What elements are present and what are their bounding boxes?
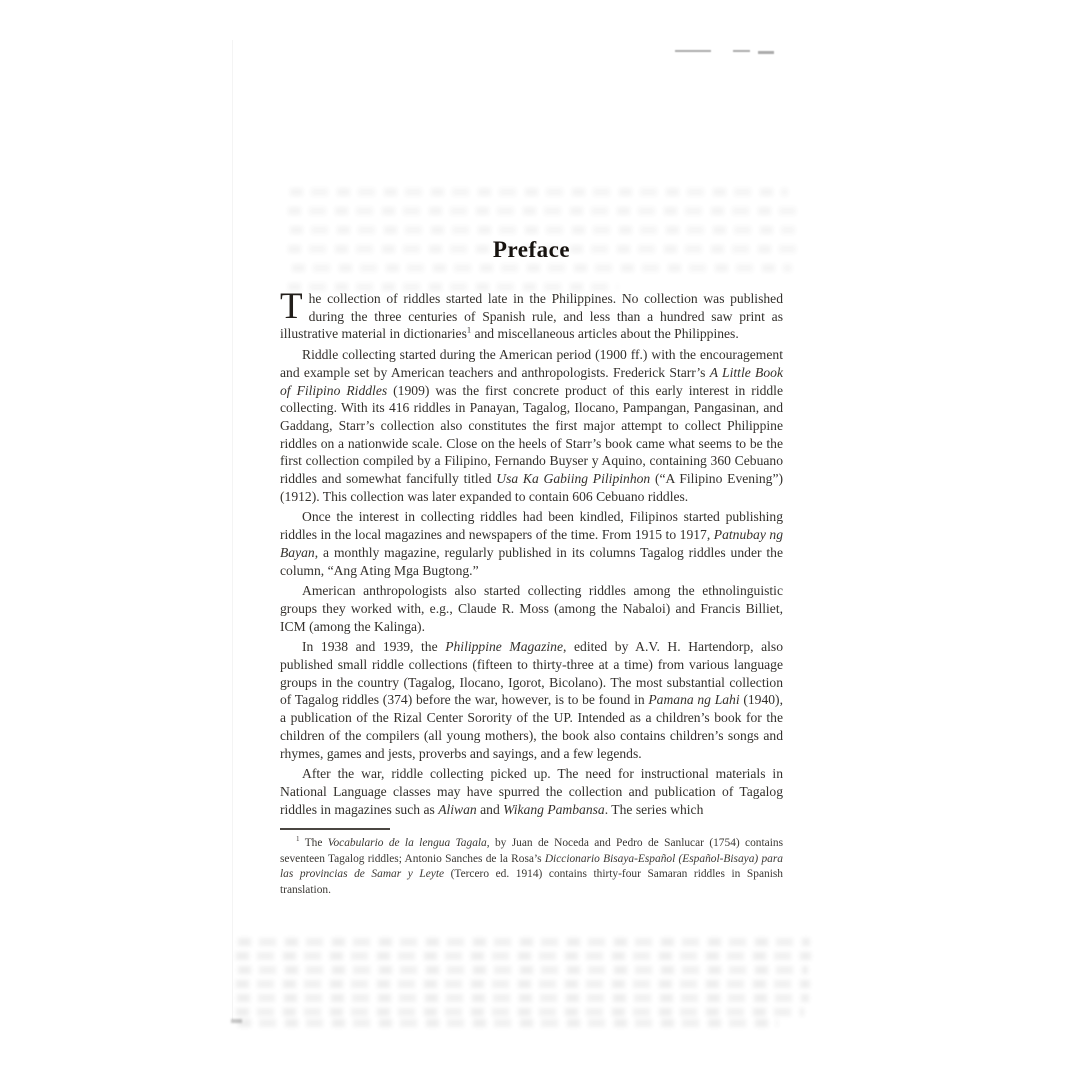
text-segment: (“A Filipino Evening”)(1912). This collection was later expanded to contain 606 Cebuano riddles. — [280, 471, 784, 504]
paragraph — [280, 638, 783, 762]
text-segment: and miscellaneous articles about the Philippines. — [471, 326, 739, 342]
text-segment: Usa Ka Gabiing Pilipinhon — [496, 471, 651, 487]
text-segment: he collection of riddles started late in the Philippines. No collection was published during the three centuries of Spanish rule, and less than a hundred saw print as illustrative material in dictionaries — [280, 291, 783, 342]
paragraph — [280, 508, 783, 579]
paragraph — [280, 582, 783, 635]
footnote-marker: 1 — [466, 324, 472, 335]
text-segment: , a monthly magazine, regularly published in its columns Tagalog riddles under the column, “Ang Ating Mga Bugtong.” — [280, 544, 783, 578]
text-segment: A Little Book of Filipino Riddles — [280, 364, 783, 398]
text-segment: Wikang Pambansa — [503, 801, 605, 817]
text-segment: and — [476, 801, 504, 817]
text-segment: In 1938 and 1939, the — [302, 639, 446, 655]
preface-body — [280, 286, 784, 818]
footnote-rule — [280, 828, 390, 830]
text-segment: Diccionario Bisaya-Español (Español-Bisaya) para las provincias de Samar y Leyte — [280, 852, 783, 881]
text-segment: (1940), a publication of the Rizal Center Sorority of the UP. Intended as a children’s book for the children of the compilers (all young mothers), the book also contains children’s songs and rhymes, games and jests, proverbs and sayings, and a few legends. — [280, 692, 783, 761]
text-segment: Patnubay ng Bayan — [280, 527, 783, 560]
text-segment: , edited by A.V. H. Hartendorp, also published small riddle collections (fifteen to thirty-three at a time) from various language groups in the country (Tagalog, Ilocano, Igorot, Bicolano). The most substantial collection of Tagalog riddles (374) before the war, however, is to be found in — [280, 639, 783, 708]
text-segment: (1909) was the first concrete product of this early interest in riddle collecting. With its 416 riddles in Panayan, Tagalog, Ilocano, Pampangan, Pangasinan, and Gaddang, Starr’s collection also constitutes the first major attempt to collect Philippine riddles on a nationwide scale. Close on the heels of Starr’s book came what seems to be the first collection compiled by a Filipino, Fernando Buyser y Aquino, containing 360 Cebuano riddles and somewhat fancifully titled — [280, 382, 783, 487]
text-segment: (Tercero ed. 1914) contains thirty-four Samaran riddles in Spanish translation. — [280, 868, 783, 897]
footnote-marker: 1 — [296, 835, 300, 844]
text-segment: Once the interest in collecting riddles had been kindled, Filipinos started publishing riddles in the local magazines and newspapers of the time. From 1915 to 1917, — [280, 509, 783, 543]
paragraph — [280, 286, 783, 343]
page-content — [232, 0, 852, 1080]
text-segment: , by Juan de Noceda and Pedro de Sanlucar (1754) contains seventeen Tagalog riddles; Antonio Sanches de la Rosa’s — [280, 836, 784, 865]
drop-cap: T — [280, 286, 303, 327]
text-segment: Philippine Magazine — [445, 639, 564, 655]
text-segment: Vocabulario de la lengua Tagala — [327, 836, 487, 849]
footnote — [280, 836, 783, 899]
text-segment: The — [299, 836, 328, 849]
text-segment: . The series which — [604, 801, 704, 817]
text-segment: American anthropologists also started collecting riddles among the ethnolinguistic groups they worked with, e.g., Claude R. Moss (among the Nabaloi) and Francis Billiet, ICM (among the Kalinga). — [280, 583, 783, 634]
page-title: Preface — [492, 237, 571, 262]
text-segment: After the war, riddle collecting picked up. The need for instructional materials in National Language classes may have spurred the collection and publication of Tagalog riddles in magazines such as — [280, 766, 783, 817]
text-segment: Riddle collecting started during the American period (1900 ff.) with the encouragement and example set by American teachers and anthropologists. Frederick Starr’s — [280, 347, 783, 380]
paragraph — [280, 346, 783, 505]
paragraph — [280, 765, 783, 818]
text-segment: Pamana ng Lahi — [648, 692, 740, 708]
text-segment: Aliwan — [438, 801, 477, 817]
